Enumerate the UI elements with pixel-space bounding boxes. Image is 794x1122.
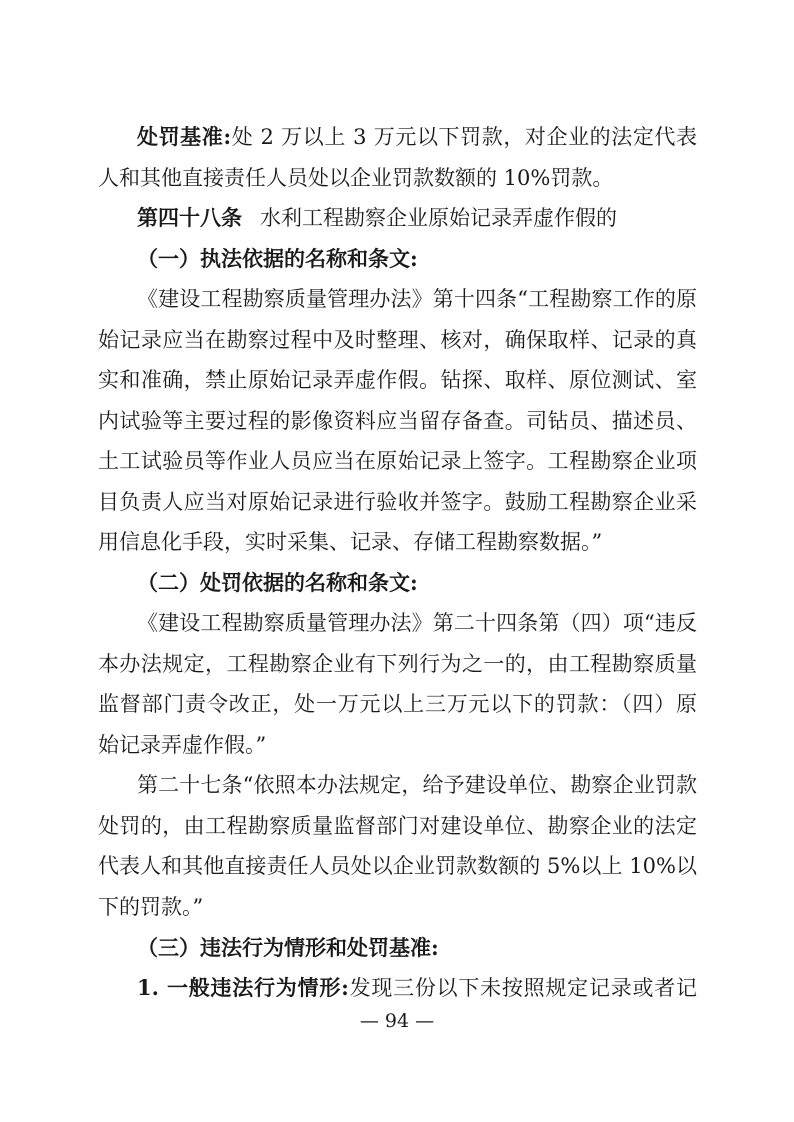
line-text: 监督部门责令改正，处一万元以上三万元以下的罚款：（四）原	[98, 692, 697, 717]
paragraph-line	[98, 649, 697, 679]
paragraph-line	[98, 487, 697, 517]
section-heading-text: （一）执法依据的名称和条文:	[137, 245, 418, 271]
paragraph-line	[137, 770, 697, 800]
line-text: 土工试验员等作业人员应当在原始记录上签字。工程勘察企业项	[98, 449, 697, 474]
line-text: 实和准确，禁止原始记录弄虚作假。钻探、取样、原位测试、室	[98, 368, 697, 393]
line-text: 《建设工程勘察质量管理办法》第十四条“工程勘察工作的原	[137, 287, 697, 312]
paragraph-line	[98, 851, 697, 881]
bold-label: 1. 一般违法行为情形:	[137, 975, 349, 1000]
section-heading-text: （二）处罚依据的名称和条文:	[137, 569, 418, 595]
line-text: 始记录应当在勘察过程中及时整理、核对，确保取样、记录的真	[98, 327, 697, 352]
paragraph-line	[98, 446, 697, 476]
line-text: 《建设工程勘察质量管理办法》第二十四条第（四）项“违反	[137, 611, 697, 636]
paragraph-line	[137, 608, 697, 638]
line-text: 内试验等主要过程的影像资料应当留存备查。司钻员、描述员、	[98, 408, 697, 433]
paragraph-line	[98, 689, 697, 719]
section-heading	[137, 244, 697, 274]
line-text: 处罚的，由工程勘察质量监督部门对建设单位、勘察企业的法定	[98, 813, 697, 838]
section-heading	[137, 933, 697, 963]
article-title: 水利工程勘察企业原始记录弄虚作假的	[260, 206, 617, 230]
bold-label: 处罚基准:	[137, 124, 232, 149]
line-text: 第二十七条“依照本办法规定，给予建设单位、勘察企业罚款	[137, 773, 697, 798]
paragraph-line	[137, 284, 697, 314]
paragraph-line	[98, 325, 697, 355]
line-text: 始记录弄虚作假。”	[98, 732, 267, 757]
section-heading	[137, 568, 697, 598]
line-text: 目负责人应当对原始记录进行验收并签字。鼓励工程勘察企业采	[98, 489, 697, 514]
line-text: 处 2 万以上 3 万元以下罚款，对企业的法定代表	[231, 125, 698, 149]
paragraph-line	[98, 527, 697, 557]
paragraph-line	[98, 163, 697, 193]
article-heading	[137, 203, 697, 233]
line-text: 用信息化手段，实时采集、记录、存储工程勘察数据。”	[98, 530, 603, 555]
violation-case-line	[137, 973, 697, 1003]
paragraph-line	[98, 730, 697, 760]
line-text: 代表人和其他直接责任人员处以企业罚款数额的 5%以上 10%以	[98, 854, 697, 879]
paragraph-line	[98, 406, 697, 436]
line-text: 下的罚款。”	[98, 895, 204, 919]
penalty-standard-line	[137, 122, 697, 152]
paragraph-line	[98, 365, 697, 395]
line-text: 发现三份以下未按照规定记录或者记	[348, 976, 697, 1000]
section-heading-text: （三）违法行为情形和处罚基准:	[137, 934, 439, 960]
line-text: 人和其他直接责任人员处以企业罚款数额的 10%罚款。	[98, 165, 614, 190]
paragraph-line	[98, 811, 697, 841]
line-text: 本办法规定，工程勘察企业有下列行为之一的，由工程勘察质量	[98, 651, 697, 676]
page-number: — 94 —	[359, 1010, 435, 1032]
article-number: 第四十八条	[137, 205, 242, 230]
paragraph-line	[98, 892, 697, 922]
